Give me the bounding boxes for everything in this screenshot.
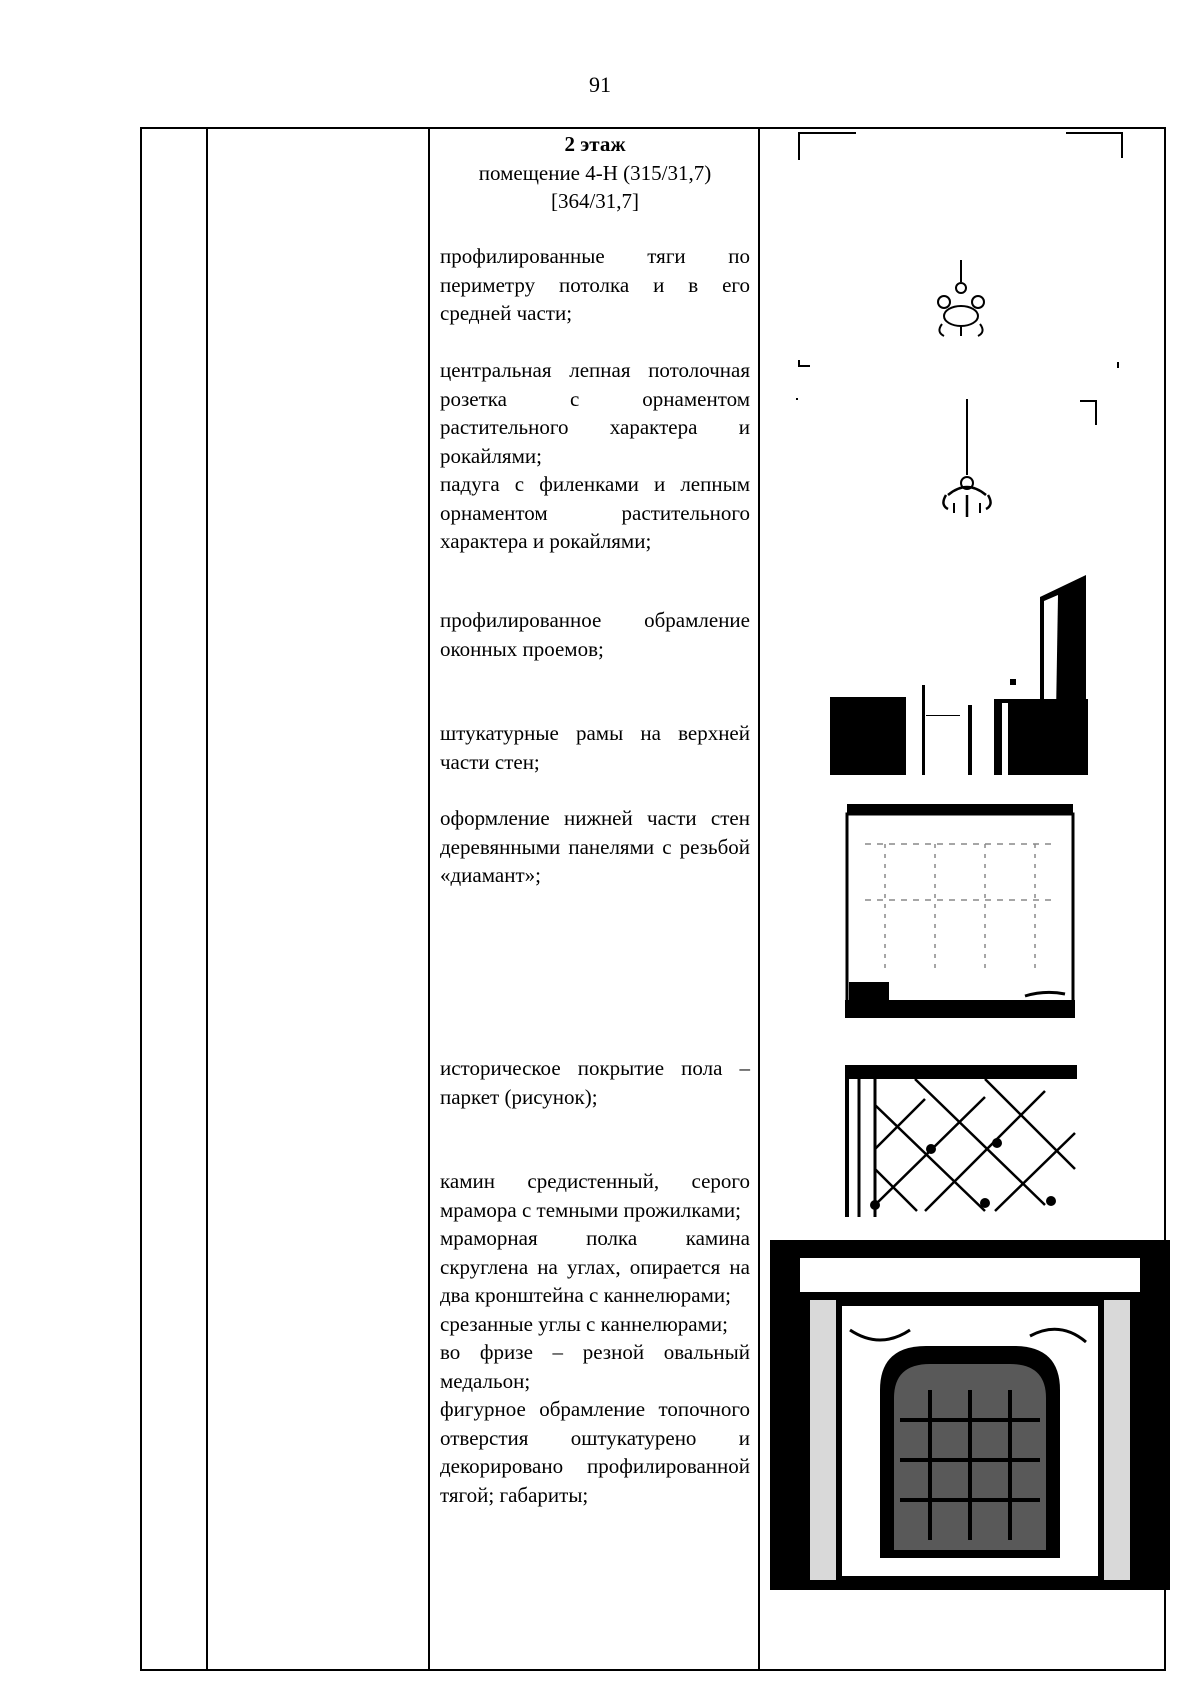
room-label-alt: [364/31,7] xyxy=(550,189,640,213)
list-item xyxy=(440,804,750,890)
item-text: оформление нижней части стен деревянными панелями с резьбой «диамант»; xyxy=(440,806,750,887)
parquet-photo xyxy=(845,1065,1077,1217)
item-text: историческое покрытие пола – паркет (рисунок); xyxy=(440,1056,750,1109)
list-item xyxy=(440,242,750,328)
item-text: центральная лепная потолочная розетка с орнаментом растительного характера и рокайлями; xyxy=(440,358,750,468)
item-text: штукатурные рамы на верхней части стен; xyxy=(440,721,750,774)
chandelier-ceiling-photo xyxy=(796,130,1126,370)
list-item xyxy=(440,606,750,663)
list-item xyxy=(440,356,750,556)
item-text: мраморная полка камина скруглена на углах, опирается на два кронштейна с каннелюрами; xyxy=(440,1226,750,1307)
item-text: срезанные углы с каннелюрами; xyxy=(440,1311,728,1336)
floor-label: 2 этаж xyxy=(564,132,626,156)
item-text: профилированное обрамление оконных проемов; xyxy=(440,608,750,661)
page-number: 91 xyxy=(589,72,611,97)
room-header xyxy=(430,130,760,216)
window-frame-photo xyxy=(830,575,1088,775)
list-item xyxy=(440,719,750,776)
fireplace-photo xyxy=(770,1240,1170,1590)
list-item xyxy=(440,1054,750,1111)
item-text: профилированные тяги по периметру потолка и в его средней части; xyxy=(440,244,750,325)
room-label: помещение 4-Н (315/31,7) xyxy=(478,160,712,185)
item-text: фигурное обрамление топочного отверстия оштукатурено и декорировано профилированной тягой; габариты; xyxy=(440,1397,750,1507)
item-text: камин средистенный, серого мрамора с темными прожилками; xyxy=(440,1169,750,1222)
list-item xyxy=(440,1167,750,1509)
item-text: падуга с филенками и лепным орнаментом растительного характера и рокайлями; xyxy=(440,472,750,553)
chandelier-padouga-photo xyxy=(796,395,1126,545)
item-text: во фризе – резной овальный медальон; xyxy=(440,1340,750,1393)
wood-panel-photo xyxy=(845,800,1075,1020)
